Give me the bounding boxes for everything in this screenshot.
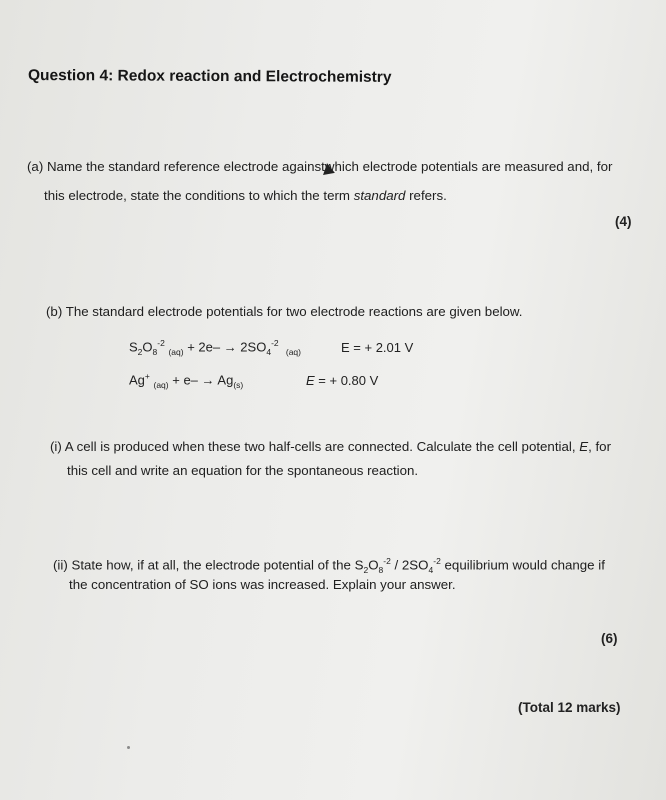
eq2-potential-value: = + 0.80 V: [314, 373, 379, 388]
part-a-line-1: [27, 158, 612, 176]
paper-speck: [127, 746, 130, 749]
part-a-marks: (4): [615, 214, 632, 229]
eq1-state-1: (aq): [168, 346, 184, 357]
part-b-i-line-1-post: , for: [588, 439, 611, 454]
part-b-i-line-1: [50, 438, 611, 456]
equation-1-potential: E = + 2.01 V: [341, 340, 414, 355]
eq1-charge-2: -2: [271, 338, 279, 348]
eq1-s-sub: 2: [137, 346, 143, 357]
part-a-italic-standard: standard: [353, 188, 406, 203]
eq1-charge-1: -2: [157, 338, 165, 348]
part-a-line-2-post: refers.: [405, 188, 447, 203]
equation-2: [129, 371, 243, 390]
equation-1: [129, 338, 301, 357]
part-b-i-line-1-pre: (i) A cell is produced when these two half-cells are connected. Calculate the cell potential,: [50, 439, 580, 454]
equation-2-potential: [306, 373, 378, 388]
eq2-charge: +: [144, 371, 150, 381]
question-title: Question 4: Redox reaction and Electrochemistry: [27, 67, 392, 86]
eq1-o-sub: 8: [152, 346, 158, 357]
eq1-middle: + 2e– → 2SO: [183, 339, 267, 355]
part-b-ii-charge-1: -2: [383, 556, 391, 566]
part-b-ii-mid: / 2SO: [390, 557, 429, 573]
part-b-ii-pre: (ii) State how, if at all, the electrode potential of the S: [53, 557, 364, 573]
part-b-intro: (b) The standard electrode potentials for two electrode reactions are given below.: [46, 304, 523, 319]
part-b-marks: (6): [601, 631, 618, 646]
total-marks: (Total 12 marks): [518, 700, 621, 715]
part-b-ii-s-sub: 2: [363, 565, 369, 576]
part-b-ii-line-2: the concentration of SO ions was increased. Explain your answer.: [69, 577, 456, 592]
eq1-so-sub: 4: [266, 346, 272, 357]
eq1-state-2: (aq): [285, 346, 301, 357]
part-b-ii-o-sub: 8: [378, 565, 384, 576]
part-a-line-2: [44, 187, 447, 205]
eq2-potential-e: E: [306, 373, 315, 388]
part-a-line-1-pre: (a) Name the standard reference electrode against: [27, 159, 325, 174]
part-b-i-italic-e: E: [579, 439, 589, 454]
eq2-state-2: (s): [233, 379, 244, 390]
part-b-ii-charge-2: -2: [433, 556, 441, 566]
part-b-ii-o: O: [368, 557, 379, 573]
part-a-line-2-pre: this electrode, state the conditions to which the term: [44, 188, 354, 203]
part-a-line-1-post: which electrode potentials are measured and, for: [324, 159, 613, 174]
eq2-middle: + e– → Ag: [168, 372, 234, 388]
eq1-s: S: [129, 339, 138, 355]
part-b-ii-so-sub: 4: [428, 565, 434, 576]
eq2-ag: Ag: [129, 372, 145, 388]
part-b-ii-post: equilibrium would change if: [440, 557, 605, 573]
part-b-i-line-2: this cell and write an equation for the spontaneous reaction.: [67, 463, 419, 478]
eq1-o: O: [142, 339, 153, 355]
mouse-cursor-icon: [321, 162, 335, 175]
eq2-state-1: (aq): [153, 379, 169, 390]
